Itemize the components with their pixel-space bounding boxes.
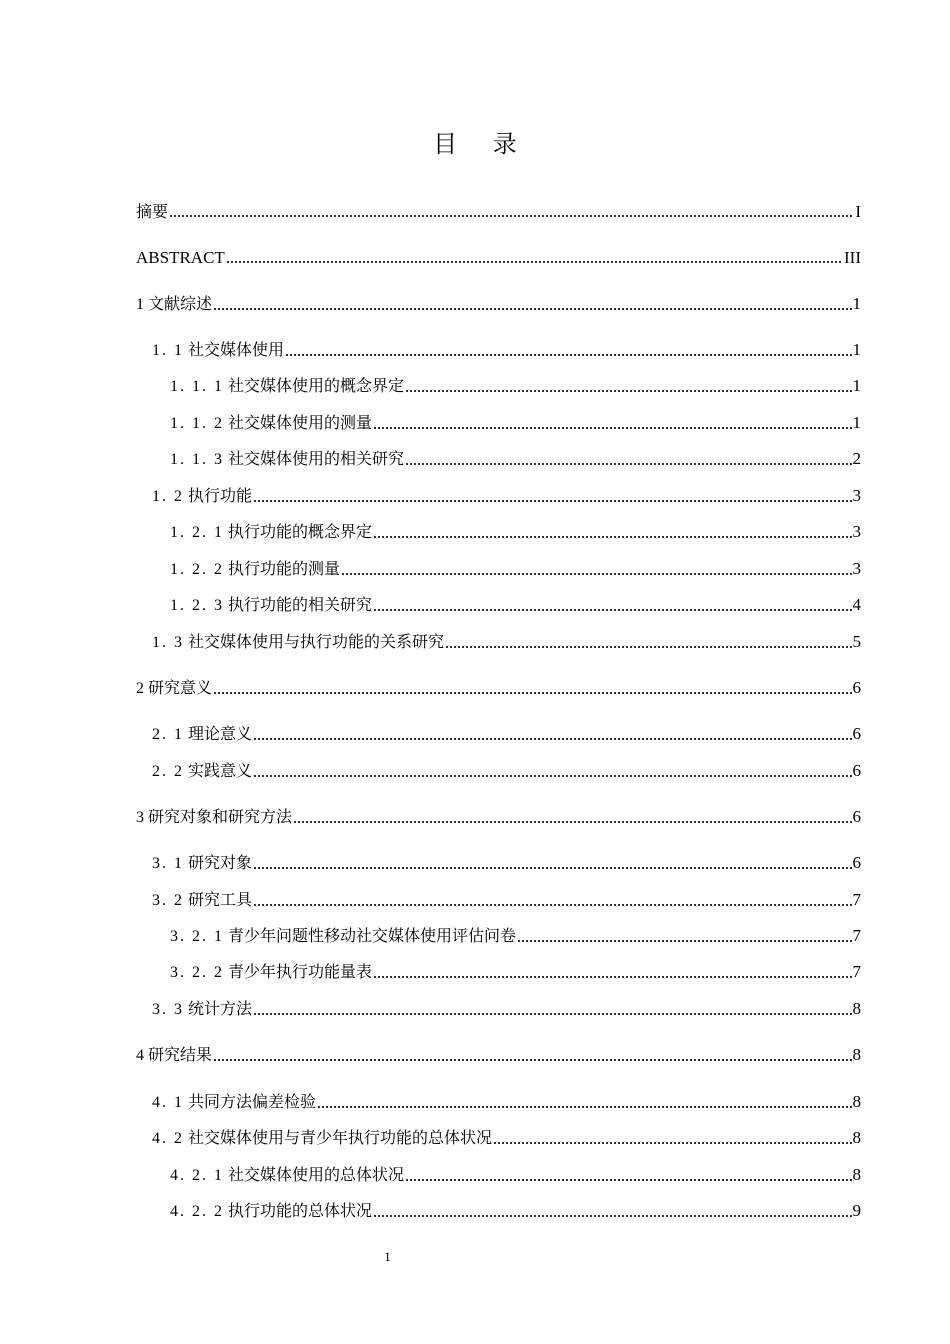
dot-leader xyxy=(405,462,851,466)
toc-entry-page: 3 xyxy=(852,522,861,541)
toc-entry-title: 研究对象和研究方法 xyxy=(148,807,293,826)
toc-entry-number: 1. 2. 2 xyxy=(170,561,224,578)
dot-leader xyxy=(253,1012,851,1016)
dot-leader xyxy=(213,1058,851,1062)
toc-entry-page: I xyxy=(855,202,861,221)
toc-entry-page: 5 xyxy=(852,632,861,651)
toc-entry-page: 1 xyxy=(852,340,861,359)
toc-entry-page: 3 xyxy=(852,559,861,578)
dot-leader xyxy=(253,499,851,503)
toc-entry-title: 社交媒体使用与执行功能的关系研究 xyxy=(188,632,445,651)
toc-entry-title: 社交媒体使用的总体状况 xyxy=(228,1165,405,1184)
toc-entry-number: 1. 1. 3 xyxy=(170,451,224,468)
toc-entry-title: 社交媒体使用 xyxy=(188,340,285,359)
toc-entry-title: 文献综述 xyxy=(148,294,213,313)
dot-leader xyxy=(253,903,851,907)
toc-entry-page: 8 xyxy=(852,1128,861,1147)
dot-leader xyxy=(405,1178,851,1182)
toc-entry-title: 青少年问题性移动社交媒体使用评估问卷 xyxy=(228,926,517,945)
dot-leader xyxy=(493,1141,851,1145)
toc-entry-page: 8 xyxy=(852,1092,861,1111)
toc-entry-title: 青少年执行功能量表 xyxy=(228,962,373,981)
toc-entry-page: 8 xyxy=(852,999,861,1018)
toc-entry-title: ABSTRACT xyxy=(136,248,225,267)
dot-leader xyxy=(317,1105,851,1109)
toc-entry-title: 执行功能 xyxy=(188,486,253,505)
toc-entry-title: 执行功能的相关研究 xyxy=(228,595,373,614)
toc-entry[interactable] xyxy=(170,962,861,983)
toc-entry[interactable] xyxy=(152,486,861,507)
toc-entry-number: 3. 1 xyxy=(152,855,184,872)
toc-entry-title: 研究意义 xyxy=(148,678,213,697)
toc-entry-title: 研究工具 xyxy=(188,890,253,909)
toc-entry[interactable] xyxy=(136,807,861,828)
page-number-footer: 1 xyxy=(384,1249,391,1264)
dot-leader xyxy=(373,608,851,612)
toc-entry-page: 6 xyxy=(852,807,861,826)
toc-entry-number: 1. 1 xyxy=(152,342,184,359)
dot-leader xyxy=(445,645,851,649)
toc-entry-title: 社交媒体使用的相关研究 xyxy=(228,449,405,468)
toc-entry[interactable] xyxy=(170,449,861,470)
toc-entry-page: 1 xyxy=(852,294,861,313)
toc-entry[interactable] xyxy=(136,678,861,699)
toc-entry-title: 实践意义 xyxy=(188,761,253,780)
toc-entry-page: 1 xyxy=(852,376,861,395)
toc-entry-page: 6 xyxy=(852,724,861,743)
toc-entry[interactable] xyxy=(152,340,861,361)
toc-entry-page: 7 xyxy=(852,962,861,981)
toc-entry-number: 1. 1. 1 xyxy=(170,378,224,395)
toc-entry[interactable] xyxy=(170,522,861,543)
toc-entry-title: 执行功能的测量 xyxy=(228,559,341,578)
dot-leader xyxy=(213,691,851,695)
toc-entry-number: 2 xyxy=(136,680,144,697)
toc-entry-number: 3 xyxy=(136,809,144,826)
dot-leader xyxy=(373,1214,851,1218)
toc-entry[interactable] xyxy=(170,376,861,397)
toc-entry-title: 社交媒体使用与青少年执行功能的总体状况 xyxy=(188,1128,493,1147)
toc-entry-page: 6 xyxy=(852,678,861,697)
toc-entry[interactable] xyxy=(152,1128,861,1149)
toc-entry-title: 共同方法偏差检验 xyxy=(188,1092,317,1111)
dot-leader xyxy=(253,737,851,741)
toc-entry-title: 摘要 xyxy=(136,202,169,221)
toc-entry-number: 4. 2. 1 xyxy=(170,1167,224,1184)
dot-leader xyxy=(169,214,854,218)
toc-entry-number: 3. 2. 1 xyxy=(170,928,224,945)
toc-entry-number: 1. 2. 1 xyxy=(170,524,224,541)
toc-entry-page: 3 xyxy=(852,486,861,505)
toc-entry-number: 4. 2 xyxy=(152,1130,184,1147)
toc-entry[interactable] xyxy=(136,294,861,315)
toc-entry-page: III xyxy=(844,248,861,267)
dot-leader xyxy=(293,820,851,824)
toc-entry[interactable] xyxy=(152,1092,861,1113)
toc-entry[interactable] xyxy=(170,595,861,616)
toc-entry-page: 8 xyxy=(852,1165,861,1184)
toc-entry-number: 4 xyxy=(136,1047,144,1064)
toc-entry-page: 2 xyxy=(852,449,861,468)
toc-entry[interactable] xyxy=(170,559,861,580)
toc-entry-number: 3. 2. 2 xyxy=(170,964,224,981)
toc-entry[interactable] xyxy=(136,1045,861,1066)
dot-leader xyxy=(253,774,851,778)
toc-entry-page: 4 xyxy=(852,595,861,614)
toc-entry-title: 社交媒体使用的测量 xyxy=(228,413,373,432)
toc-entry-title: 社交媒体使用的概念界定 xyxy=(228,376,405,395)
dot-leader xyxy=(405,389,851,393)
toc-entry-number: 4. 1 xyxy=(152,1094,184,1111)
toc-entry-number: 3. 2 xyxy=(152,892,184,909)
toc-entry[interactable] xyxy=(170,926,861,947)
toc-entry[interactable] xyxy=(136,248,861,268)
dot-leader xyxy=(253,866,851,870)
toc-entry-number: 2. 2 xyxy=(152,763,184,780)
toc-entry-title: 执行功能的总体状况 xyxy=(228,1201,373,1220)
toc-entry-page: 6 xyxy=(852,853,861,872)
toc-entry-page: 1 xyxy=(852,413,861,432)
toc-entry-number: 3. 3 xyxy=(152,1001,184,1018)
dot-leader xyxy=(373,975,851,979)
toc-entry-title: 研究结果 xyxy=(148,1045,213,1064)
toc-entry[interactable] xyxy=(152,724,861,745)
toc-entry-number: 1. 1. 2 xyxy=(170,415,224,432)
dot-leader xyxy=(373,426,851,430)
toc-entry-title: 执行功能的概念界定 xyxy=(228,522,373,541)
toc-entry-title: 统计方法 xyxy=(188,999,253,1018)
toc-entry-page: 7 xyxy=(852,890,861,909)
dot-leader xyxy=(213,307,851,311)
dot-leader xyxy=(285,353,851,357)
toc-entry[interactable] xyxy=(170,413,861,434)
dot-leader xyxy=(373,535,851,539)
dot-leader xyxy=(226,260,843,264)
toc-entry-page: 8 xyxy=(852,1045,861,1064)
toc-entry[interactable] xyxy=(152,632,861,653)
toc-entry-number: 4. 2. 2 xyxy=(170,1203,224,1220)
toc-entry-number: 1. 3 xyxy=(152,634,184,651)
toc-entry-number: 1. 2. 3 xyxy=(170,597,224,614)
toc-entry-title: 研究对象 xyxy=(188,853,253,872)
toc-entry-number: 1 xyxy=(136,296,144,313)
toc-entry-number: 2. 1 xyxy=(152,726,184,743)
toc-entry[interactable] xyxy=(136,202,861,222)
toc-entry-title: 理论意义 xyxy=(188,724,253,743)
toc-title: 目 录 xyxy=(433,130,531,158)
toc-entry-number: 1. 2 xyxy=(152,488,184,505)
toc-entry[interactable] xyxy=(152,999,861,1020)
toc-entry-page: 9 xyxy=(852,1201,861,1220)
toc-entry-page: 6 xyxy=(852,761,861,780)
toc-entry[interactable] xyxy=(152,853,861,874)
toc-entry-page: 7 xyxy=(852,926,861,945)
toc-entry[interactable] xyxy=(152,761,861,782)
toc-entry[interactable] xyxy=(170,1201,861,1222)
toc-entry[interactable] xyxy=(170,1165,861,1186)
toc-entry[interactable] xyxy=(152,890,861,911)
dot-leader xyxy=(517,939,851,943)
dot-leader xyxy=(341,572,851,576)
